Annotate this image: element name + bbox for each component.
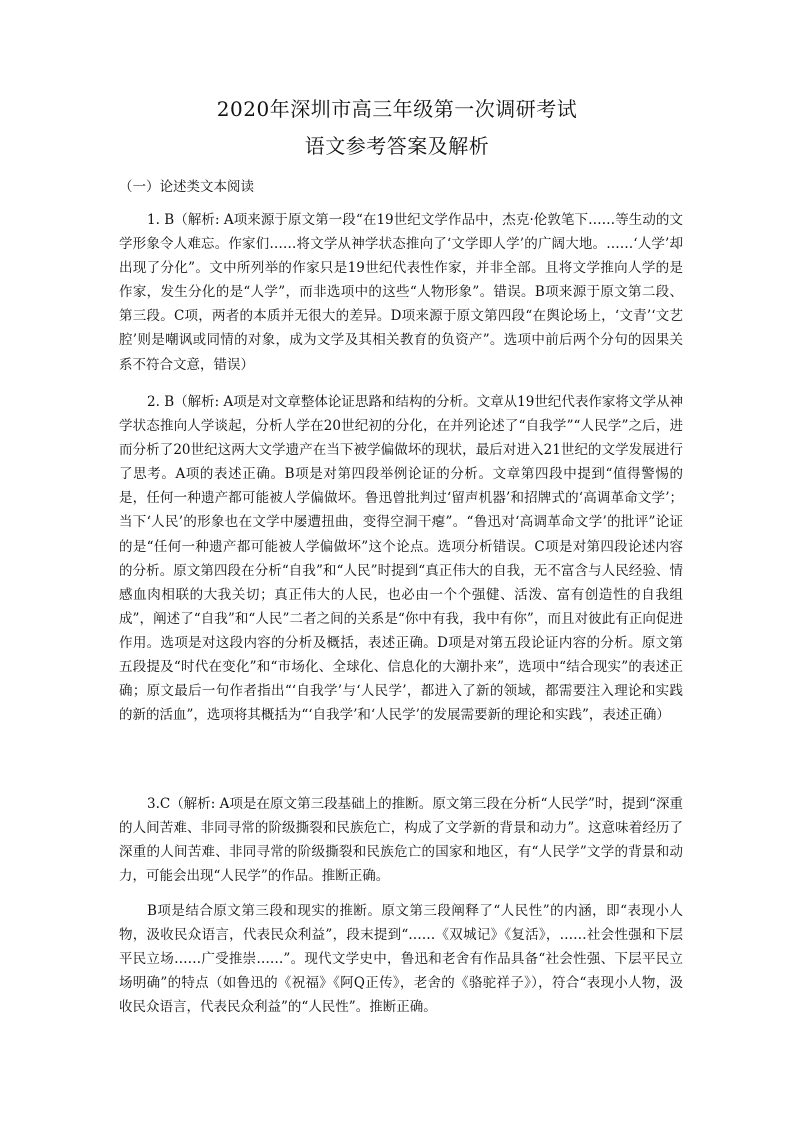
answer-paragraph-3: 3.C（解析: A项是在原文第三段基础上的推断。原文第三段在分析“人民学”时，提到“深重的人间苦难、非同寻常的阶级撕裂和民族危亡，构成了文学新的背景和动力”。这意味着经历了深重的人间苦难、非同寻常的阶级撕裂和民族危亡的国家和地区，有“人民学”文学的背景和动力，可能会出现“人民学”的作品。推断正确。: [119, 796, 683, 885]
answer-paragraph-1: 1. B（解析: A项来源于原文第一段“在19世纪文学作品中，杰克·伦敦笔下……等生动的文学形象令人难忘。作家们……将文学从神学状态推向了‘文学即人学’的广阔大地。……‘人学’却出现了分化”。文中所列举的作家只是19世纪代表性作家，并非全部。且将文学推向人学的是作家，发生分化的是“人学”，而非选项中的这些“人物形象”。错误。B项来源于原文第二段、第三段。C项，两者的本质并无很大的差异。D项来源于原文第四段“在舆论场上，‘文青’‘文艺腔’则是嘲讽或同情的对象，成为文学及其相关教育的负资产”。选项中前后两个分句的因果关系不符合文意，错误）: [119, 212, 683, 373]
page-subtitle: 语文参考答案及解析: [304, 134, 490, 158]
answer-paragraph-2: 2. B（解析: A项是对文章整体论证思路和结构的分析。文章从19世纪代表作家将文学从神学状态推向人学谈起，分析人学在20世纪初的分化，在并列论述了“自我学”“人民学”之后，进而分析了20世纪这两大文学遗产在当下被学偏做坏的现状，最后对进入21世纪的文学发展进行了思考。A项的表述正确。B项是对第四段举例论证的分析。文章第四段中提到“值得警惕的是，任何一种遗产都可能被人学偏做坏。鲁迅曾批判过‘留声机器’和招牌式的‘高调革命文学’；当下‘人民’的形象也在文学中屡遭扭曲，变得空洞干瘪”。“鲁迅对‘高调革命文学’的批评”论证的是“任何一种遗产都可能被人学偏做坏”这个论点。选项分析错误。C项是对第四段论述内容的分析。原文第四段在分析“自我”和“人民”时提到“真正伟大的自我，无不富含与人民经验、情感血肉相联的大我关切；真正伟大的人民，也必由一个个强健、活泼、富有创造性的自我组成”，阐述了“自我”和“人民”二者之间的关系是“你中有我，我中有你”，而且对彼此有正向促进作用。选项是对这段内容的分析及概括，表述正确。D项是对第五段论证内容的分析。原文第五段提及“时代在变化”和“市场化、全球化、信息化的大潮扑来”，选项中“结合现实”的表述正确；原文最后一句作者指出“‘自我学’与‘人民学’，都进入了新的领域，都需要注入理论和实践的新的活血”，选项将其概括为“‘自我学’和‘人民学’的发展需要新的理论和实践”，表述正确）: [119, 394, 683, 724]
answer-paragraph-3-continued: B项是结合原文第三段和现实的推断。原文第三段阐释了“人民性”的内涵，即“表现小人物，汲收民众语言，代表民众利益”，段末提到“……《双城记》《复活》，……社会性强和下层平民立场……广受推崇……”。现代文学史中，鲁迅和老舍有作品具备“社会性强、下层平民立场明确”的特点（如鲁迅的《祝福》《阿Q正传》，老舍的《骆驼祥子》），符合“表现小人物，汲收民众语言，代表民众利益”的“人民性”。推断正确。: [119, 903, 683, 1016]
section-heading: （一）论述类文本阅读: [119, 179, 254, 195]
page-title: 2020年深圳市高三年级第一次调研考试: [216, 97, 578, 121]
